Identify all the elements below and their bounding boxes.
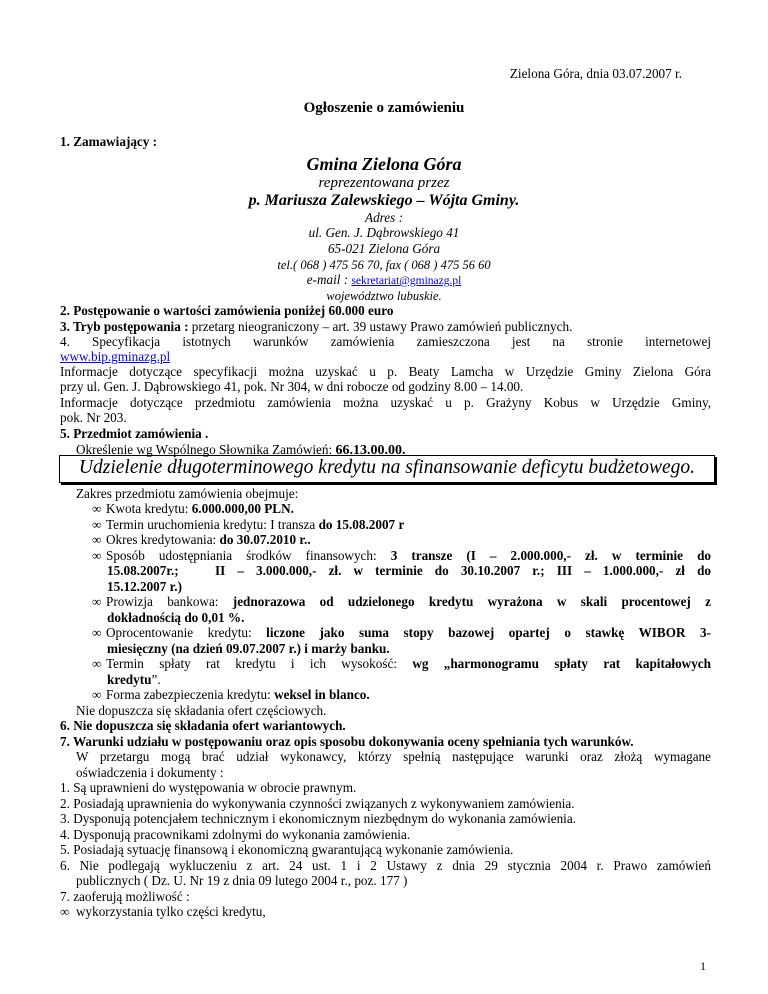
condition-item: 1. Są uprawnieni do występowania w obrocie prawnym. <box>60 780 357 795</box>
subject-title: Udzielenie długoterminowego kredytu na sfinansowanie deficytu budżetowego. <box>78 457 696 478</box>
place-date: Zielona Góra, dnia 03.07.2007 r. <box>509 66 682 81</box>
scope-bullet: ∞ Okres kredytowania: do 30.07.2010 r.. <box>92 532 311 547</box>
scope-bullet-cont: kredytu”. <box>107 672 161 687</box>
represented-by: reprezentowana przez <box>318 175 450 191</box>
s3-line <box>60 319 572 335</box>
cpv-code: 66.13.00.00. <box>335 443 406 458</box>
s1-heading: 1. Zamawiający : <box>60 134 158 149</box>
partial-offers-note: Nie dopuszcza się składania ofert częściowych. <box>76 703 327 718</box>
s3-label: 3. Tryb postępowania : <box>60 319 192 334</box>
s7-intro2: oświadczenia i dokumenty : <box>76 765 224 780</box>
infinity-bullet-icon: ∞ <box>92 594 102 609</box>
infinity-bullet-icon: ∞ <box>92 517 102 532</box>
address-street: ul. Gen. J. Dąbrowskiego 41 <box>308 225 460 240</box>
s4-info2a: Informacje dotyczące przedmiotu zamówienia można uzyskać u p. Grażyny Kobus w Urzędzie Gminy, <box>60 395 711 410</box>
cpv-label: Określenie wg Wspólnego Słownika Zamówień: <box>76 442 336 457</box>
condition-item-cont: publicznych ( Dz. U. Nr 19 z dnia 09 lutego 2004 r., poz. 177 ) <box>76 873 408 888</box>
address-city: 65-021 Zielona Góra <box>327 241 441 256</box>
scope-bullet: ∞ Termin uruchomienia kredytu: I transza do 15.08.2007 r <box>92 517 405 532</box>
subject-box <box>59 455 715 483</box>
condition-item: 4. Dysponują pracownikami zdolnymi do wykonania zamówienia. <box>60 827 411 842</box>
infinity-bullet-icon: ∞ <box>92 548 102 563</box>
scope-bullet: ∞ Oprocentowanie kredytu: liczone jako suma stopy bazowej opartej o stawkę WIBOR 3- <box>92 625 711 640</box>
infinity-bullet-icon: ∞ <box>92 625 102 640</box>
condition-item: 6. Nie podlegają wykluczeniu z art. 24 ust. 1 i 2 Ustawy z dnia 29 stycznia 2004 r. Prawo zamówień <box>60 858 711 873</box>
voivodeship: województwo lubuskie. <box>326 289 442 303</box>
scope-bullet-cont: 15.08.2007r.; II – 3.000.000,- zł. w terminie do 30.10.2007 r.; III – 1.000.000,- zł do <box>107 563 711 578</box>
address-label: Adres : <box>365 210 403 225</box>
contracting-authority-name: Gmina Zielona Góra <box>306 154 462 174</box>
s4-link-line <box>60 349 170 365</box>
infinity-bullet-icon: ∞ <box>60 904 70 919</box>
email-label: e-mail : <box>306 272 352 287</box>
s2-text: 2. Postępowanie o wartości zamówienia poniżej 60.000 euro <box>60 303 394 318</box>
condition-item: 7. zaoferują możliwość : <box>60 889 190 904</box>
s7-heading: 7. Warunki udziału w postępowaniu oraz opis sposobu dokonywania oceny spełniania tych warunków. <box>60 734 634 749</box>
s6-text: 6. Nie dopuszcza się składania ofert wariantowych. <box>60 718 346 733</box>
page-number: 1 <box>700 959 706 973</box>
s4-info1a: Informacje dotyczące specyfikacji można uzyskać u p. Beaty Lamcha w Urzędzie Gminy Zielona Góra <box>60 364 711 379</box>
s4-line1: 4. Specyfikacja istotnych warunków zamówienia zamieszczona jest na stronie internetowej <box>60 334 711 349</box>
s7-intro1: W przetargu mogą brać udział wykonawcy, którzy spełnią następujące warunki oraz złożą wymagane <box>76 749 711 764</box>
scope-bullet-cont: dokładnością do 0,01 %. <box>107 610 245 625</box>
phone-fax: tel.( 068 ) 475 56 70, fax ( 068 ) 475 56 60 <box>277 258 491 272</box>
infinity-bullet-icon: ∞ <box>92 656 102 671</box>
condition-item: 2. Posiadają uprawnienia do wykonywania czynności związanych z wykonywaniem zamówienia. <box>60 796 575 811</box>
s4-info2b: pok. Nr 203. <box>60 410 127 425</box>
infinity-bullet-icon: ∞ <box>92 501 102 516</box>
scope-bullet: ∞ Forma zabezpieczenia kredytu: weksel in blanco. <box>92 687 370 702</box>
condition-item: 5. Posiadają sytuację finansową i ekonomiczną gwarantującą wykonanie zamówienia. <box>60 842 514 857</box>
infinity-bullet-icon: ∞ <box>92 532 102 547</box>
s4-info1b: przy ul. Gen. J. Dąbrowskiego 41, pok. Nr 304, w dni robocze od godziny 8.00 – 14.00. <box>60 379 524 394</box>
representative-name: p. Mariusza Zalewskiego – Wójta Gminy. <box>248 192 520 209</box>
s3-rest: przetarg nieograniczony – art. 39 ustawy Prawo zamówień publicznych. <box>191 319 573 334</box>
bip-link[interactable]: www.bip.gminazg.pl <box>60 349 171 364</box>
scope-intro: Zakres przedmiotu zamówienia obejmuje: <box>76 486 299 501</box>
scope-bullet-cont: miesięczny (na dzień 09.07.2007 r.) i marży banku. <box>107 641 390 656</box>
scope-bullet: ∞ Termin spłaty rat kredytu i ich wysokość: wg „harmonogramu spłaty rat kapitałowych <box>92 656 711 671</box>
scope-bullet: ∞ Prowizja bankowa: jednorazowa od udzielonego kredytu wyrażona w skali procentowej z <box>92 594 711 609</box>
email-line <box>0 272 768 289</box>
email-link[interactable]: sekretariat@gminazg.pl <box>351 275 462 287</box>
document-title: Ogłoszenie o zamówieniu <box>303 100 465 116</box>
scope-bullet: ∞ Kwota kredytu: 6.000.000,00 PLN. <box>92 501 294 516</box>
scope-bullet-cont: 15.12.2007 r.) <box>107 579 182 594</box>
infinity-bullet-icon: ∞ <box>92 687 102 702</box>
s5-heading: 5. Przedmiot zamówienia . <box>60 426 209 441</box>
scope-bullet: ∞ Sposób udostępniania środków finansowych: 3 transze (I – 2.000.000,- zł. w terminie do <box>92 548 711 563</box>
sub-bullet: ∞ wykorzystania tylko części kredytu, <box>60 904 266 919</box>
condition-item: 3. Dysponują potencjałem technicznym i ekonomicznym niezbędnym do wykonania zamówienia. <box>60 811 576 826</box>
